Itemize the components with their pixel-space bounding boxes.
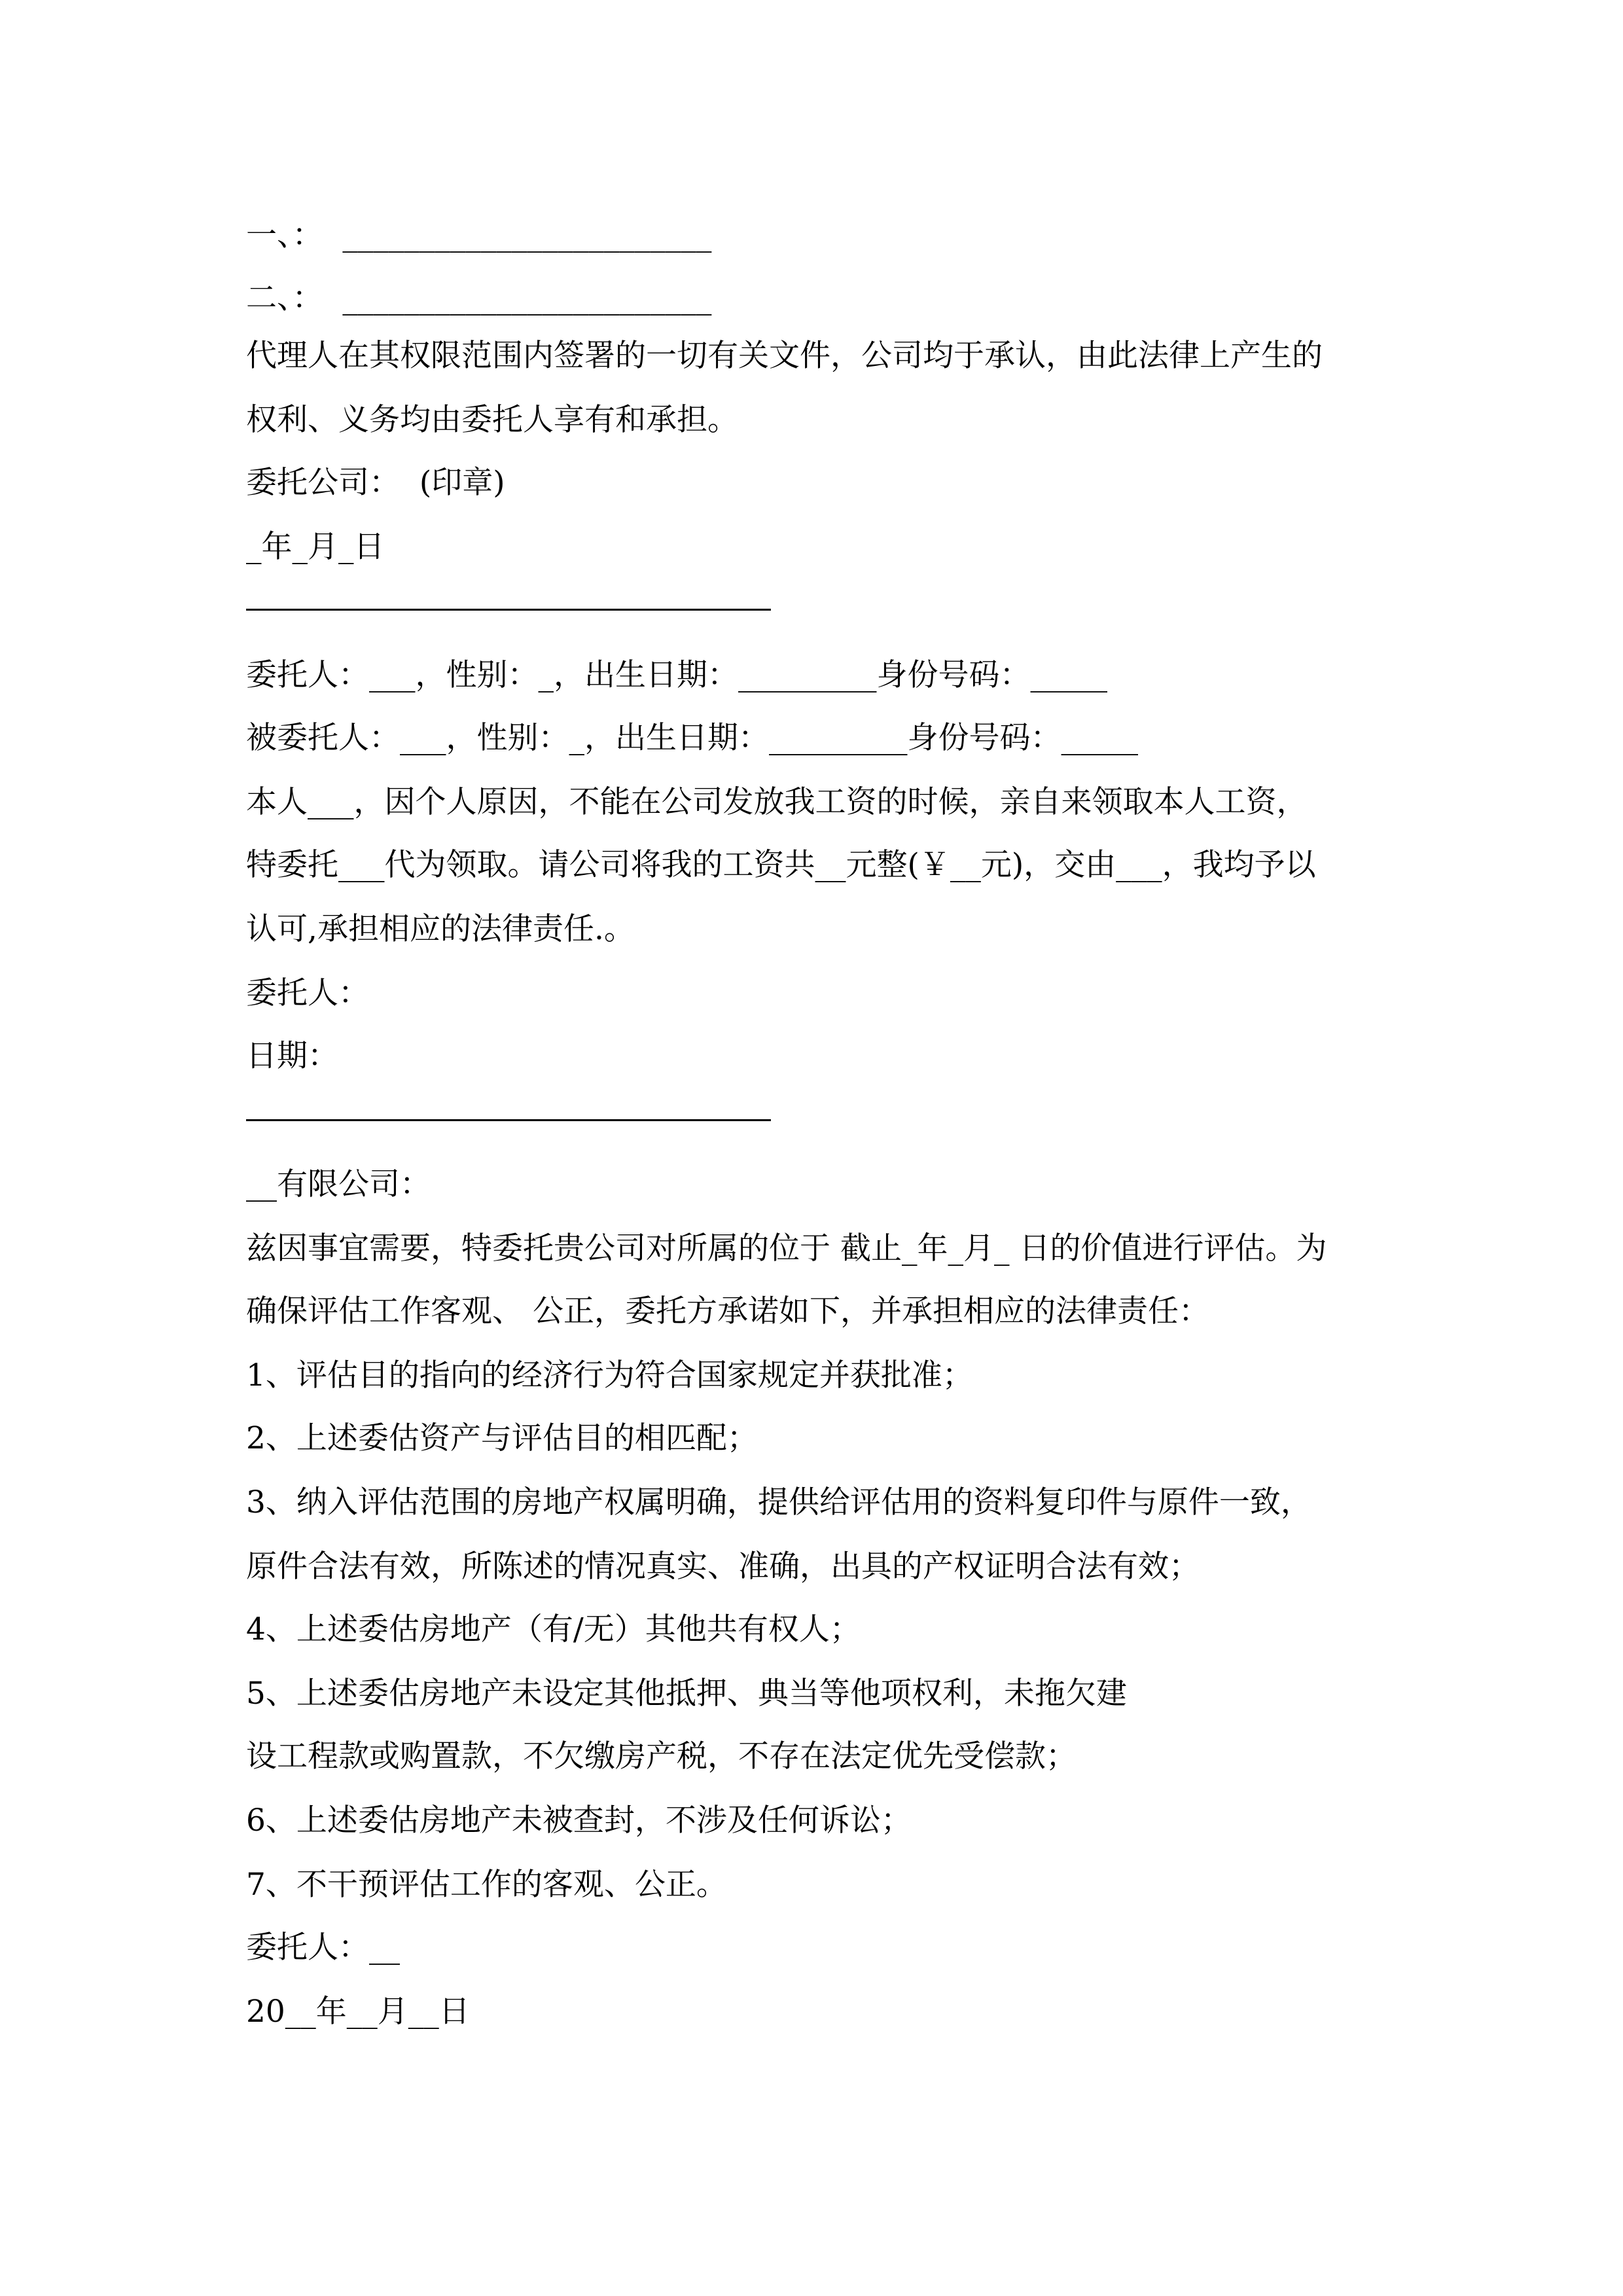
text-line: 设工程款或购置款，不欠缴房产税，不存在法定优先受偿款； bbox=[246, 1738, 1077, 1774]
text-line: 1、评估目的指向的经济行为符合国家规定并获批准； bbox=[246, 1357, 973, 1393]
text-line: 代理人在其权限范围内签署的一切有关文件，公司均于承认，由此法律上产生的 bbox=[246, 338, 1323, 374]
text-line: 认可,承担相应的法律责任.。 bbox=[246, 911, 635, 947]
text-line: 本人___，因个人原因，不能在公司发放我工资的时候，亲自来领取本人工资， bbox=[246, 784, 1308, 820]
text-line: 权利、义务均由委托人享有和承担。 bbox=[246, 402, 738, 438]
text-line: 被委托人：___，性别：_，出生日期：_________身份号码：_____ bbox=[246, 720, 1138, 756]
text-line: 一、： ________________________ bbox=[246, 217, 712, 253]
text-line: 20__年__月__日 bbox=[246, 1994, 470, 2030]
section-divider bbox=[246, 1119, 771, 1121]
text-line: 二、： ________________________ bbox=[246, 280, 712, 316]
text-line: 6、上述委估房地产未被查封，不涉及任何诉讼； bbox=[246, 1803, 912, 1839]
text-line: 7、不干预评估工作的客观、公正。 bbox=[246, 1867, 727, 1903]
text-line: 确保评估工作客观、 公正，委托方承诺如下，并承担相应的法律责任： bbox=[246, 1293, 1209, 1329]
text-line: 兹因事宜需要，特委托贵公司对所属的位于 截止_年_月_ 日的价值进行评估。为 bbox=[246, 1230, 1327, 1266]
text-line: 2、上述委估资产与评估目的相匹配； bbox=[246, 1420, 758, 1456]
text-line: 日期： bbox=[246, 1038, 338, 1074]
text-line: 委托公司： (印章) bbox=[246, 465, 505, 501]
text-line: __有限公司： bbox=[246, 1166, 431, 1202]
text-line: 委托人： bbox=[246, 975, 369, 1011]
text-line: 委托人：__ bbox=[246, 1929, 400, 1965]
text-line: 4、上述委估房地产（有/无）其他共有权人； bbox=[246, 1611, 861, 1647]
text-line: 3、纳入评估范围的房地产权属明确，提供给评估用的资料复印件与原件一致， bbox=[246, 1484, 1311, 1520]
text-line: _年_月_日 bbox=[246, 529, 385, 565]
text-line: 委托人：___，性别：_，出生日期：_________身份号码：_____ bbox=[246, 657, 1107, 693]
text-line: 原件合法有效，所陈述的情况真实、准确，出具的产权证明合法有效； bbox=[246, 1549, 1200, 1585]
section-divider bbox=[246, 609, 771, 611]
text-line: 特委托___代为领取。请公司将我的工资共__元整(￥__元)，交由___，我均予以 bbox=[246, 847, 1316, 883]
text-line: 5、上述委估房地产未设定其他抵押、典当等他项权利，未拖欠建 bbox=[246, 1676, 1127, 1712]
